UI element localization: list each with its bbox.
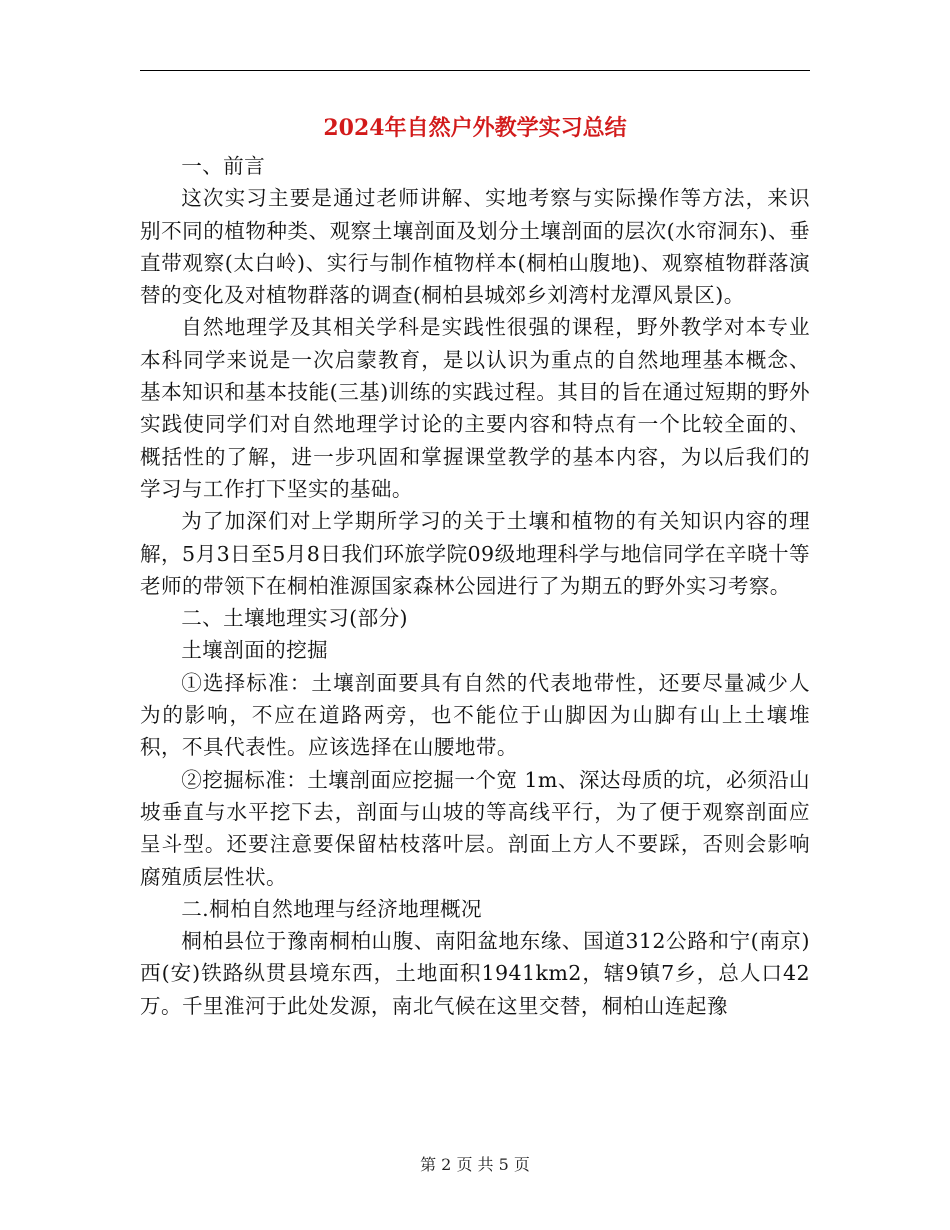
page-footer: 第 2 页 共 5 页 (420, 1155, 530, 1174)
section-heading-preface: 一、前言 (181, 154, 266, 178)
paragraph-digging-criteria: ②挖掘标准：土壤剖面应挖掘一个宽 1m、深达母质的坑，必须沿山坡垂直与水平挖下去，剖面与山坡的等高线平行，为了便于观察剖面应呈斗型。还要注意要保留枯枝落叶层。剖面上方人不要踩，否则会影响腐殖质层性状。 (140, 767, 810, 889)
paragraph-physical-geography: 自然地理学及其相关学科是实践性很强的课程，野外教学对本专业本科同学来说是一次启蒙教育，是以认识为重点的自然地理基本概念、基本知识和基本技能(三基)训练的实践过程。其目的旨在通过短期的野外实践使同学们对自然地理学讨论的主要内容和特点有一个比较全面的、概括性的了解，进一步巩固和掌握课堂教学的基本内容，为以后我们的学习与工作打下坚实的基础。 (140, 315, 810, 501)
section-heading-soil: 二、土壤地理实习(部分) (181, 606, 408, 631)
paragraph-internship-overview: 这次实习主要是通过老师讲解、实地考察与实际操作等方法，来识别不同的植物种类、观察土壤剖面及划分土壤剖面的层次(水帘洞东)、垂直带观察(太白岭)、实行与制作植物样本(桐柏山腹地)、观察植物群落演替的变化及对植物群落的调查(桐柏县城郊乡刘湾村龙潭风景区)。 (140, 186, 810, 308)
paragraph-field-trip: 为了加深们对上学期所学习的关于土壤和植物的有关知识内容的理解，5月3日至5月8日我们环旅学院09级地理科学与地信同学在辛晓十等老师的带领下在桐柏淮源国家森林公园进行了为期五的野外实习考察。 (140, 509, 810, 598)
document-title: 2024年自然户外教学实习总结 (323, 115, 627, 141)
paragraph-tongbai-county: 桐柏县位于豫南桐柏山腹、南阳盆地东缘、国道312公路和宁(南京)西(安)铁路纵贯县境东西，土地面积1941km2，辖9镇7乡，总人口42万。千里淮河于此处发源，南北气候在这里交替，桐柏山连起豫 (140, 929, 810, 1018)
subheading-soil-profile-digging: 土壤剖面的挖掘 (181, 638, 329, 663)
paragraph-selection-criteria: ①选择标准：土壤剖面要具有自然的代表地带性，还要尽量减少人为的影响，不应在道路两旁，也不能位于山脚因为山脚有山上土壤堆积，不具代表性。应该选择在山腰地带。 (140, 670, 810, 760)
header-rule (140, 70, 810, 71)
section-heading-tongbai-overview: 二.桐柏自然地理与经济地理概况 (181, 896, 483, 921)
document-body (140, 150, 810, 1022)
